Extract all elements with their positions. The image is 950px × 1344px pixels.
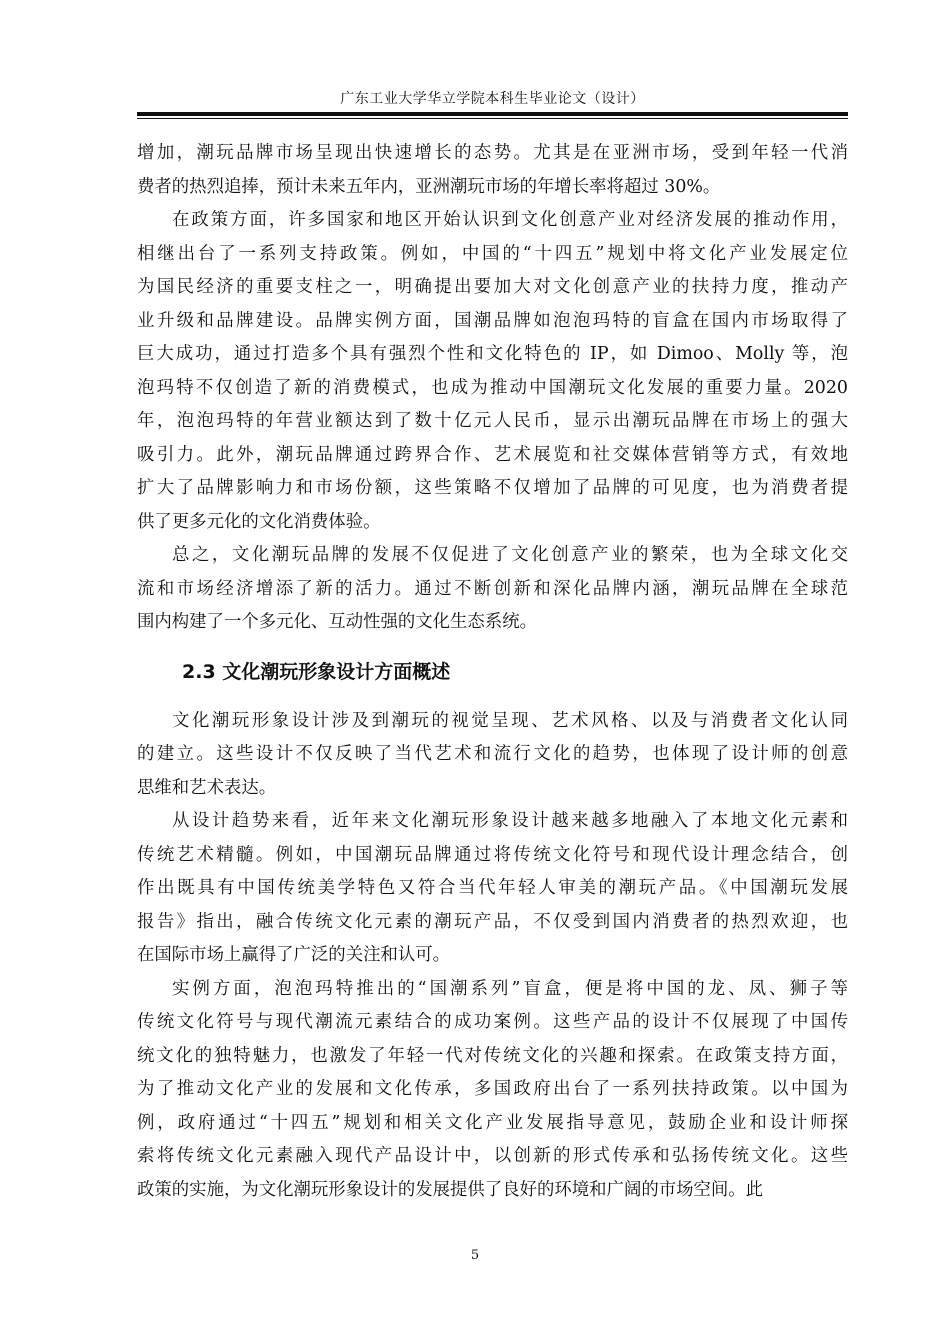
text-line: 年，泡泡玛特的年营业额达到了数十亿元人民币，显示出潮玩品牌在市场上的强大 [137,411,848,431]
paragraph [137,204,848,539]
paragraph [137,539,848,640]
text-line: 在国际市场上赢得了广泛的关注和认可。 [137,945,451,965]
text-line: 为了推动文化产业的发展和文化传承，多国政府出台了一系列扶持政策。以中国为 [137,1079,848,1099]
document-body [137,137,848,1207]
text-line: 从设计趋势来看，近年来文化潮玩形象设计越来越多地融入了本地文化元素和 [172,811,848,831]
paragraphs-before [137,137,848,640]
text-line: 传统文化符号与现代潮流元素结合的成功案例。这些产品的设计不仅展现了中国传 [137,1012,848,1032]
text-line: 索将传统文化元素融入现代产品设计中，以创新的形式传承和弘扬传统文化。这些 [137,1146,848,1166]
text-line: 在政策方面，许多国家和地区开始认识到文化创意产业对经济发展的推动作用， [172,210,848,230]
text-line: 作出既具有中国传统美学特色又符合当代年轻人审美的潮玩产品。《中国潮玩发展 [137,878,848,898]
text-line: 流和市场经济增添了新的活力。通过不断创新和深化品牌内涵，潮玩品牌在全球范 [137,578,848,599]
text-line: 为国民经济的重要支柱之一，明确提出要加大对文化创意产业的扶持力度，推动产 [137,277,848,297]
text-line: 供了更多元化的文化消费体验。 [137,511,381,532]
text-line: 增加，潮玩品牌市场呈现出快速增长的态势。尤其是在亚洲市场，受到年轻一代消 [137,143,848,163]
text-line: 传统艺术精髓。例如，中国潮玩品牌通过将传统文化符号和现代设计理念结合，创 [137,844,848,865]
header-rule-thin [137,118,848,119]
text-line: 政策的实施，为文化潮玩形象设计的发展提供了良好的环境和广阔的市场空间。此 [137,1179,764,1200]
page-number: 5 [470,1248,480,1263]
paragraphs-after [137,705,848,1208]
text-line: 相继出台了一系列支持政策。例如，中国的“十四五”规划中将文化产业发展定位 [137,243,848,264]
text-line: 报告》指出，融合传统文化元素的潮玩产品，不仅受到国内消费者的热烈欢迎，也 [137,911,848,932]
text-line: 泡玛特不仅创造了新的消费模式，也成为推动中国潮玩文化发展的重要力量。2020 [137,377,848,398]
text-line: 总之，文化潮玩品牌的发展不仅促进了文化创意产业的繁荣，也为全球文化交 [172,545,848,565]
text-line: 文化潮玩形象设计涉及到潮玩的视觉呈现、艺术风格、以及与消费者文化认同 [172,710,848,731]
text-line: 业升级和品牌建设。品牌实例方面，国潮品牌如泡泡玛特的盲盒在国内市场取得了 [137,310,848,331]
page-header: 广东工业大学华立学院本科生毕业论文（设计） [340,91,645,107]
header-rule-thick [137,112,848,116]
paragraph [137,805,848,973]
text-line: 实例方面，泡泡玛特推出的“国潮系列”盲盒，便是将中国的龙、凤、狮子等 [172,978,848,999]
section-heading: 2.3 文化潮玩形象设计方面概述 [182,660,451,683]
paragraph [137,973,848,1208]
text-line: 费者的热烈追捧，预计未来五年内，亚洲潮玩市场的年增长率将超过 30%。 [137,176,721,197]
paragraph [137,137,848,204]
text-line: 扩大了品牌影响力和市场份额，这些策略不仅增加了品牌的可见度，也为消费者提 [137,478,848,498]
text-line: 巨大成功，通过打造多个具有强烈个性和文化特色的 IP，如 Dimoo、Molly 等，泡 [137,344,848,364]
text-line: 例，政府通过“十四五”规划和相关文化产业发展指导意见，鼓励企业和设计师探 [137,1112,848,1133]
text-line: 的建立。这些设计不仅反映了当代艺术和流行文化的趋势，也体现了设计师的创意 [137,744,848,764]
text-line: 吸引力。此外，潮玩品牌通过跨界合作、艺术展览和社交媒体营销等方式，有效地 [137,444,848,465]
text-line: 思维和艺术表达。 [137,777,277,798]
text-line: 围内构建了一个多元化、互动性强的文化生态系统。 [137,612,537,632]
paragraph [137,705,848,806]
text-line: 统文化的独特魅力，也激发了年轻一代对传统文化的兴趣和探索。在政策支持方面， [137,1045,848,1066]
